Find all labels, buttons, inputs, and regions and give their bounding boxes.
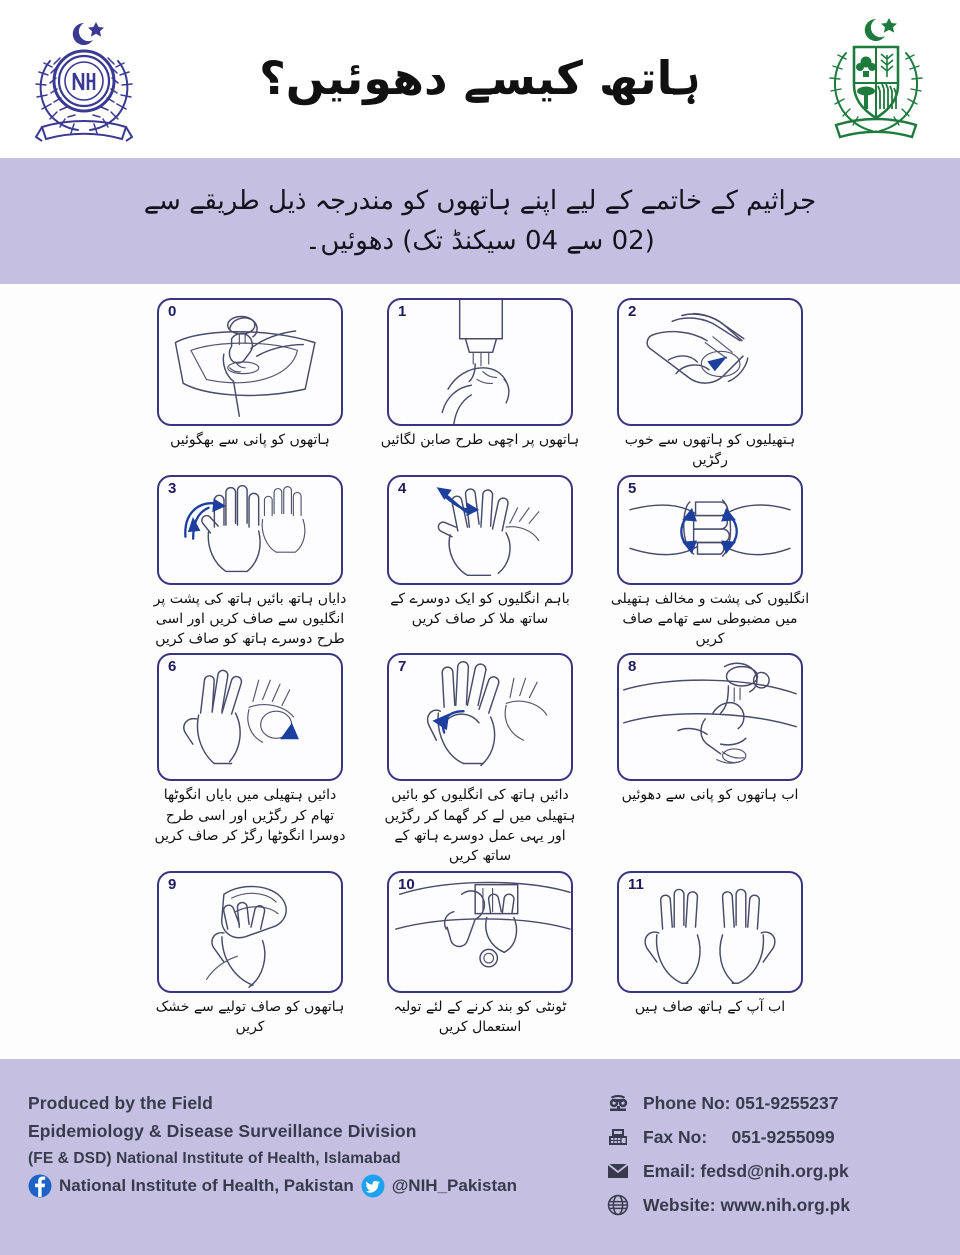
step-caption-3: دایاں ہاتھ بائیں ہاتھ کی پشت پر انگلیوں سے صاف کریں اور اسی طرح دوسرے ہاتھ کو صاف کریں [153,590,347,648]
step-cell-2 [610,298,810,471]
producer-block [28,1089,606,1198]
step-number-10: 10 [398,875,415,893]
step-cell-1 [380,298,580,471]
illustration-rinse-hands-icon [619,655,801,779]
step-cell-3 [150,475,350,650]
pakistan-state-emblem-icon [810,9,942,149]
step-panel-11 [617,871,803,993]
step-cell-10 [380,871,580,1038]
instruction-banner [0,158,960,284]
contact-block [606,1089,936,1227]
step-caption-6: دائیں ہتھیلی میں بایاں انگوٹھا تھام کر رگڑیں اور اسی طرح دوسرا انگوٹھا رگڑ کر صاف کریں [154,787,346,845]
step-cell-9 [150,871,350,1038]
step-number-6: 6 [168,658,177,676]
email-text[interactable]: Email: fedsd@nih.org.pk [643,1160,849,1181]
step-number-9: 9 [168,875,177,893]
step-panel-10 [387,871,573,993]
nih-logo-icon [18,9,150,149]
poster-header [0,0,960,158]
step-panel-7 [387,653,573,781]
social-row [28,1174,606,1198]
step-panel-8 [617,653,803,781]
step-cell-0 [150,298,350,471]
step-cell-6 [150,653,350,866]
illustration-palm-to-palm-icon [619,300,801,424]
page-title: ہاتھ کیسے دھوئیں؟ [259,51,701,106]
step-number-7: 7 [398,658,407,676]
illustration-interlaced-fingers-icon [389,477,571,583]
step-caption-11: اب آپ کے ہاتھ صاف ہیں [634,998,786,1015]
instruction-line-1: جراثیم کے خاتمے کے لیے اپنے ہاتھوں کو مندرجہ ذیل طریقے سے [143,185,817,216]
illustration-close-tap-with-towel-icon [389,873,571,991]
step-number-8: 8 [628,658,637,676]
step-caption-4: باہم انگلیوں کو ایک دوسرے کے ساتھ ملا کر صاف کریں [390,590,570,627]
illustration-apply-soap-icon [389,300,571,424]
producer-line-3: (FE & DSD) National Institute of Health, Islamabad [28,1149,401,1167]
step-caption-8: اب ہاتھوں کو پانی سے دھوئیں [621,787,799,804]
step-caption-5: انگلیوں کی پشت و مخالف ہتھیلی میں مضبوطی سے تھامے صاف کریں [610,590,810,648]
steps-grid [0,284,960,1047]
twitter-handle[interactable]: @NIH_Pakistan [391,1175,517,1195]
step-panel-4 [387,475,573,585]
step-caption-2: ہتھیلیوں کو ہاتھوں سے خوب رگڑیں [624,432,796,469]
step-cell-4 [380,475,580,650]
step-number-5: 5 [628,479,637,497]
step-caption-1: ہاتھوں پر اچھی طرح صابن لگائیں [380,432,580,448]
step-number-2: 2 [628,303,637,320]
facebook-label[interactable]: National Institute of Health, Pakistan [59,1175,354,1195]
telephone-icon [606,1091,630,1115]
step-cell-8 [610,653,810,866]
instruction-line-2: (20 سے 40 سیکنڈ تک) دھوئیں۔ [305,226,655,256]
step-number-0: 0 [168,303,177,320]
steps-row-1 [150,298,810,471]
steps-row-4 [150,871,810,1038]
illustration-fingertips-in-palm-icon [389,655,571,779]
step-number-1: 1 [398,303,407,320]
poster-footer [0,1059,960,1255]
step-panel-3 [157,475,343,585]
globe-icon [606,1193,630,1217]
step-panel-6 [157,653,343,781]
step-caption-7: دائیں ہاتھ کی انگلیوں کو بائیں ہتھیلی میں لے کر گھما کر رگڑیں اور یہی عمل دوسرے ہاتھ کے ساتھ کریں [384,787,576,865]
steps-row-3 [150,653,810,866]
envelope-icon [606,1159,630,1183]
producer-line-2: Epidemiology & Disease Surveillance Division [28,1121,417,1142]
step-caption-10: ٹونٹی کو بند کرنے کے لئے تولیہ استعمال کریں [393,998,567,1035]
illustration-dry-with-towel-icon [159,873,341,991]
step-panel-9 [157,871,343,993]
step-panel-0 [157,298,343,426]
facebook-icon[interactable] [28,1174,52,1198]
website-text[interactable]: Website: www.nih.org.pk [643,1194,851,1215]
phone-text: Phone No: 051-9255237 [643,1092,839,1113]
step-number-4: 4 [398,479,407,497]
step-caption-9: ہاتھوں کو صاف تولیے سے خشک کریں [155,998,345,1035]
contact-row-website [606,1193,936,1217]
step-cell-5 [610,475,810,650]
illustration-clean-hands-icon [619,873,801,991]
fax-icon [606,1125,630,1149]
poster-title-wrap [150,50,810,108]
illustration-interlocked-grip-icon [619,477,801,583]
illustration-wet-hands-icon [159,300,341,424]
step-number-11: 11 [628,875,644,893]
step-panel-1 [387,298,573,426]
step-panel-2 [617,298,803,426]
contact-row-fax [606,1125,936,1149]
step-number-3: 3 [168,479,177,497]
twitter-icon[interactable] [361,1174,385,1198]
illustration-thumb-rotation-icon [159,655,341,779]
illustration-back-of-fingers-icon [159,477,341,583]
steps-row-2 [150,475,810,650]
producer-line-1: Produced by the Field [28,1093,213,1113]
step-panel-5 [617,475,803,585]
step-cell-7 [380,653,580,866]
contact-row-phone [606,1091,936,1115]
step-caption-0: ہاتھوں کو پانی سے بھگوئیں [170,432,330,448]
contact-row-email [606,1159,936,1183]
fax-text: Fax No: 051-9255099 [643,1126,835,1147]
step-cell-11 [610,871,810,1038]
